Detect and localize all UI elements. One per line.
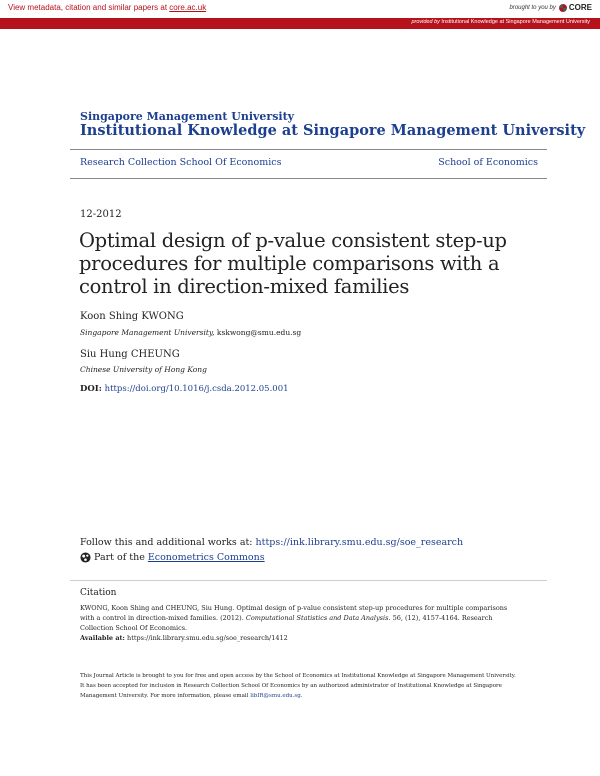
network-icon: [80, 552, 91, 563]
header-divider-top: [70, 149, 547, 150]
part-of-label: Part of the: [94, 552, 145, 563]
core-top-strip: [0, 0, 600, 18]
citation-text-after: . 56, (12), 4157-4164. Research Collection School Of Economics.: [80, 614, 493, 632]
author-affiliation-name: Singapore Management University,: [80, 328, 217, 337]
econometrics-commons-link[interactable]: Econometrics Commons: [147, 552, 265, 563]
core-metadata-text: [8, 3, 206, 12]
school-link[interactable]: School of Economics: [438, 157, 538, 168]
core-logo-label: CORE: [568, 3, 592, 12]
author-name: Koon Shing KWONG: [80, 311, 184, 322]
author-affiliation: [80, 328, 301, 337]
citation-heading: Citation: [80, 588, 117, 598]
core-logo[interactable]: [559, 3, 592, 12]
doi-link[interactable]: https://doi.org/10.1016/j.csda.2012.05.001: [104, 384, 289, 394]
author-email: kskwong@smu.edu.sg: [216, 328, 302, 337]
available-at-line: [80, 634, 288, 642]
doi-line: [80, 384, 289, 394]
core-brought-by: [510, 3, 593, 12]
access-notice-text: This Journal Article is brought to you for free and open access by the School of Economics at Institutional Knowledge at Singapore Management University. It has been accepted for inclusion in Research Collection School Of Economics by an authorized administrator of Institutional Knowledge at Singapore Management University. For more information, please email: [80, 673, 516, 699]
university-name[interactable]: Singapore Management University: [80, 110, 295, 123]
core-provided-strip: [0, 18, 600, 29]
core-ac-uk-link[interactable]: core.ac.uk: [169, 3, 207, 12]
header-divider-bottom: [70, 178, 547, 179]
access-notice: [80, 671, 520, 701]
publication-date: 12-2012: [80, 209, 122, 220]
author-affiliation-name: Chinese University of Hong Kong: [80, 365, 207, 374]
available-at-url[interactable]: https://ink.library.smu.edu.sg/soe_research/1412: [127, 634, 288, 642]
core-banner: [0, 0, 600, 30]
core-brought-label: brought to you by: [509, 4, 556, 11]
citation-journal: Computational Statistics and Data Analysis: [245, 614, 389, 622]
author-affiliation: [80, 365, 207, 374]
available-at-label: Available at:: [80, 634, 125, 642]
citation-text-before: KWONG, Koon Shing and CHEUNG, Siu Hung. Optimal design of p-value consistent step-up procedures for multiple comparisons with a control in direction-mixed families. (2012).: [80, 604, 508, 622]
core-metadata-label: View metadata, citation and similar papers at: [8, 3, 170, 12]
access-notice-end: .: [300, 693, 303, 699]
follow-link[interactable]: https://ink.library.smu.edu.sg/soe_research: [255, 537, 464, 548]
core-logo-icon: [559, 4, 567, 12]
doi-label: DOI:: [80, 384, 102, 394]
repository-title[interactable]: Institutional Knowledge at Singapore Management University: [80, 122, 586, 139]
follow-line: [80, 537, 463, 548]
article-title: Optimal design of p-value consistent step-up procedures for multiple comparisons with a control in direction-mixed families: [79, 229, 507, 298]
citation-divider: [70, 580, 547, 581]
author-name: Siu Hung CHEUNG: [80, 349, 180, 360]
part-of-line: [80, 552, 265, 563]
core-provided-text: [411, 19, 590, 25]
core-provided-source: Institutional Knowledge at Singapore Management University: [441, 19, 590, 25]
collection-link[interactable]: Research Collection School Of Economics: [80, 157, 282, 168]
follow-label: Follow this and additional works at:: [80, 537, 256, 548]
core-provided-prefix: provided by: [411, 19, 440, 25]
contact-email-link[interactable]: libIR@smu.edu.sg: [250, 693, 301, 699]
citation-text: [80, 603, 520, 633]
